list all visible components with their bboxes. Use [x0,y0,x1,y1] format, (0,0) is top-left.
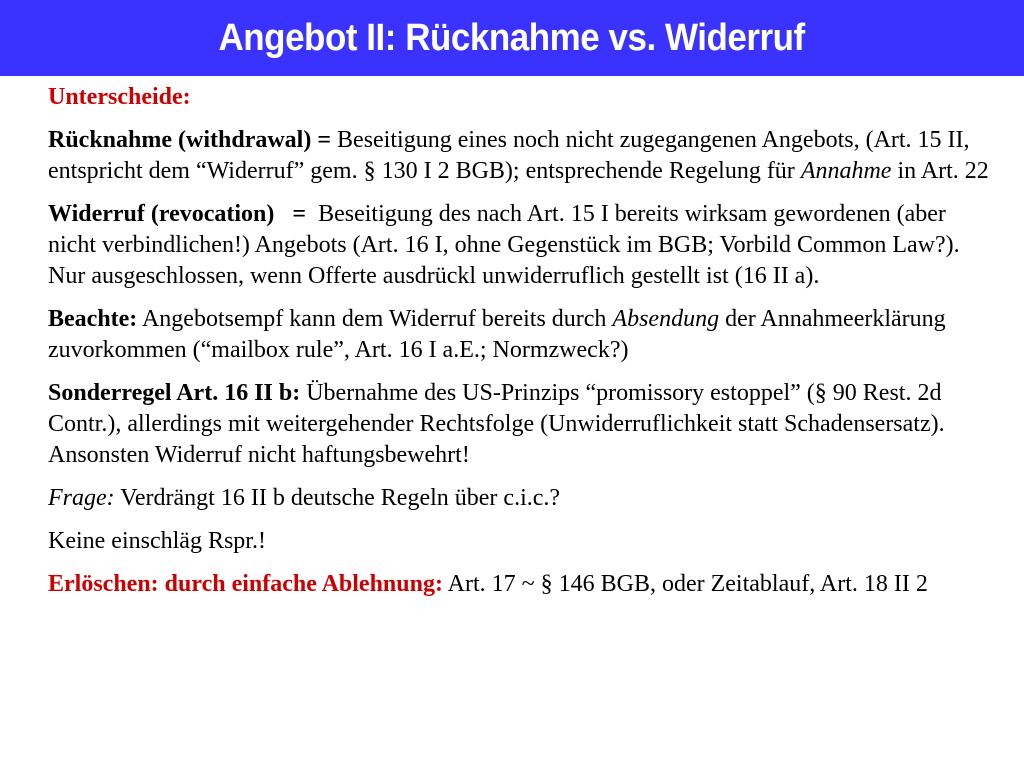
paragraph-erloeschen [48,569,998,600]
widerruf-equals: = [274,201,313,227]
paragraph-rspr [48,526,998,557]
paragraph-sonderregel [48,378,998,471]
slide-title: Angebot II: Rücknahme vs. Widerruf [218,16,806,59]
beachte-text-a: Angebotsempf kann dem Widerruf bereits durch [137,306,613,332]
paragraph-beachte [48,304,998,366]
rspr-text: Keine einschläg Rspr.! [48,528,266,554]
beachte-absendung: Absendung [612,306,720,332]
term-widerruf: Widerruf (revocation) [48,201,275,227]
frage-text: Verdrängt 16 II b deutsche Regeln über c.i.c.? [114,485,561,511]
beachte-text-b: der Annahmeerklärung zuvorkommen (“mailbox rule”, Art. 16 I a.E.; Normzweck?) [48,306,946,363]
sonderregel-text: Übernahme des US-Prinzips “promissory estoppel” (§ 90 Rest. 2d Contr.), allerdings mit weitergehender Rechtsfolge (Unwiderruflichkeit statt Schadensersatz). Ansonsten Widerruf nicht haftungsbewehrt! [48,380,945,468]
term-beachte: Beachte: [48,306,138,332]
section-heading: Unterscheide: [48,84,191,110]
erloeschen-text: Art. 17 ~ § 146 BGB, oder Zeitablauf, Art. 18 II 2 [442,571,928,597]
term-frage: Frage: [48,485,115,511]
slide-content [48,78,998,600]
term-ruecknahme: Rücknahme (withdrawal) = [48,127,338,153]
paragraph-frage [48,483,998,514]
paragraph-widerruf [48,199,998,292]
paragraph-ruecknahme [48,125,998,187]
ruecknahme-annahme: Annahme [800,158,892,184]
widerruf-text: Beseitigung des nach Art. 15 I bereits wirksam gewordenen (aber nicht verbindlichen!) Angebots (Art. 16 I, ohne Gegenstück im BGB; Vorbild Common Law?). Nur ausgeschlossen, wenn Offerte ausdrückl unwiderruflich gestellt ist (16 II a). [48,201,960,289]
title-bar [0,0,1024,76]
ruecknahme-text-a: Beseitigung eines noch nicht zugegangenen Angebots, (Art. 15 II, entspricht dem “Widerruf” gem. § 130 I 2 BGB); entsprechende Regelung für [48,127,970,184]
term-sonderregel: Sonderregel Art. 16 II b: [48,380,301,406]
ruecknahme-text-b: in Art. 22 [891,158,989,184]
term-erloeschen: Erlöschen: durch einfache Ablehnung: [48,571,443,597]
